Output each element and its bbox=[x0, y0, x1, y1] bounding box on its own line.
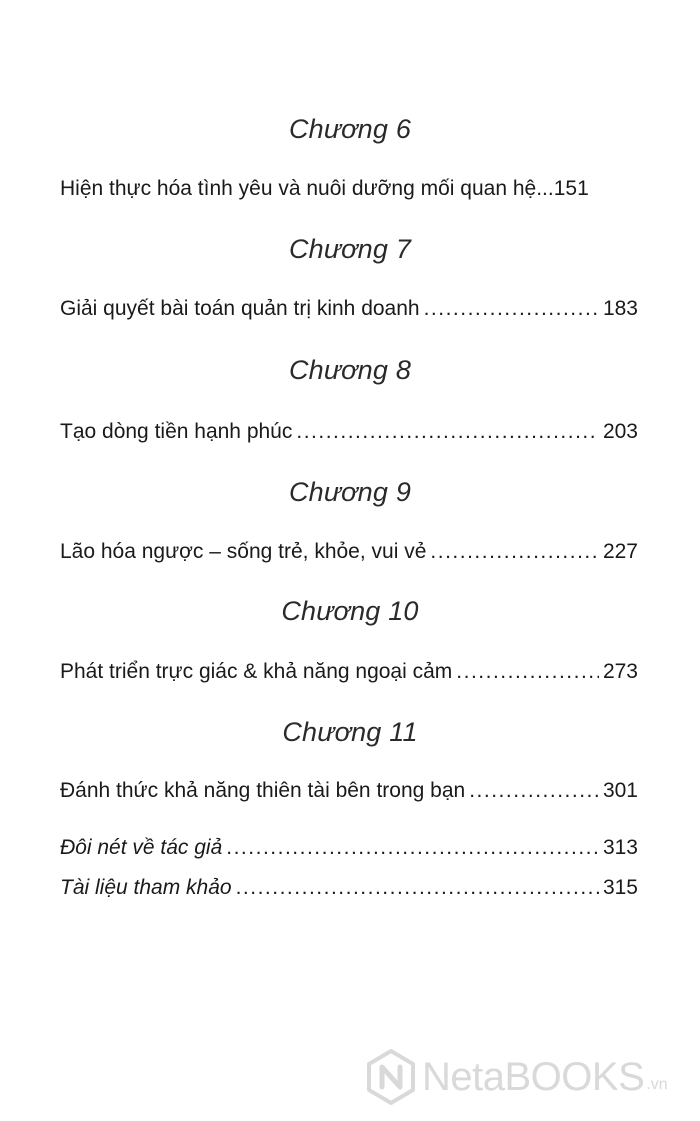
chapter-11-heading: Chương 11 bbox=[282, 717, 418, 747]
chapter-8-heading: Chương 8 bbox=[288, 355, 412, 385]
toc-leader-dots bbox=[430, 538, 599, 566]
chapter-7-heading: Chương 7 bbox=[288, 234, 412, 264]
toc-entry-title: Đánh thức khả năng thiên tài bên trong bạn bbox=[60, 779, 466, 802]
chapter-6-heading: Chương 6 bbox=[288, 114, 412, 144]
toc-leader-dots bbox=[226, 834, 599, 862]
toc-entry-chapter-8[interactable] bbox=[60, 418, 638, 446]
toc-entry-page: 301 bbox=[602, 779, 638, 802]
watermark-brand: NetaBOOKS bbox=[422, 1054, 645, 1099]
netabooks-logo-icon bbox=[366, 1049, 416, 1105]
toc-entry-title: Tạo dòng tiền hạnh phúc bbox=[60, 420, 293, 443]
toc-leader-dots bbox=[469, 777, 599, 805]
toc-entry-title: Tài liệu tham khảo bbox=[60, 876, 232, 899]
toc-entry-references[interactable] bbox=[60, 874, 638, 902]
toc-leader-dots bbox=[456, 658, 599, 686]
toc-entry-page: 183 bbox=[602, 297, 638, 320]
toc-leader-dots bbox=[236, 874, 599, 902]
toc-entry-title: Phát triển trực giác & khả năng ngoại cảm bbox=[60, 660, 453, 683]
toc-entry-chapter-9[interactable] bbox=[60, 538, 638, 566]
watermark-suffix: .vn bbox=[646, 1076, 668, 1093]
toc-entry-chapter-7[interactable] bbox=[60, 295, 638, 323]
toc-entry-page: 313 bbox=[602, 836, 638, 859]
toc-entry-title: Lão hóa ngược – sống trẻ, khỏe, vui vẻ bbox=[60, 540, 427, 563]
toc-leader-dots bbox=[424, 295, 599, 323]
toc-entry-page: 203 bbox=[602, 420, 638, 443]
toc-entry-page: 227 bbox=[602, 540, 638, 563]
toc-entry-title: Hiện thực hóa tình yêu và nuôi dưỡng mối quan hệ bbox=[60, 177, 537, 200]
toc-entry-chapter-11[interactable] bbox=[60, 777, 638, 805]
toc-entry-title: Đôi nét về tác giả bbox=[60, 836, 223, 859]
chapter-10-heading: Chương 10 bbox=[281, 596, 419, 626]
toc-leader-dots bbox=[296, 418, 599, 446]
netabooks-watermark bbox=[366, 1046, 691, 1108]
toc-entry-chapter-6[interactable] bbox=[60, 175, 638, 203]
toc-entry-page: 273 bbox=[602, 660, 638, 683]
toc-entry-page: 315 bbox=[602, 876, 638, 899]
chapter-9-heading: Chương 9 bbox=[288, 477, 412, 507]
toc-entry-title: Giải quyết bài toán quản trị kinh doanh bbox=[60, 297, 420, 320]
toc-entry-about-author[interactable] bbox=[60, 834, 638, 862]
toc-entry-chapter-10[interactable] bbox=[60, 658, 638, 686]
toc-entry-page: ...151 bbox=[536, 177, 589, 200]
